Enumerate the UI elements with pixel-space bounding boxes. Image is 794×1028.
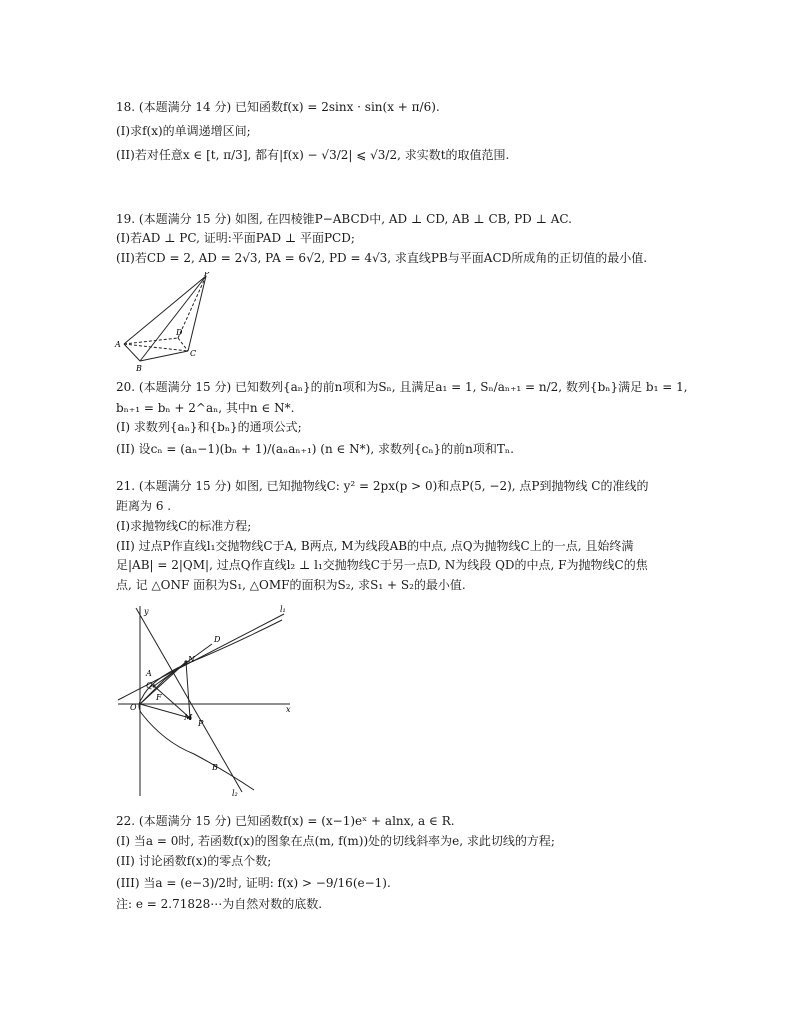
label-d: D xyxy=(176,328,183,337)
q22-part1: (I) 当a = 0时, 若函数f(x)的图象在点(m, f(m))处的切线斜率为e, 求此切线的方程; xyxy=(116,834,555,848)
label-o: O xyxy=(130,703,137,712)
q21-header: 21. (本题满分 15 分) 如图, 已知抛物线C: y² = 2px(p > 0)和点P(5, −2), 点P到抛物线 C的准线的 xyxy=(116,479,649,493)
q19-part1: (I)若AD ⊥ PC, 证明:平面PAD ⊥ 平面PCD; xyxy=(116,231,355,245)
label-a: A xyxy=(146,669,152,678)
q21-part1: (I)求抛物线C的标准方程; xyxy=(116,519,252,533)
label-a: A xyxy=(115,340,121,349)
q21-part2c: 点, 记 △ONF 面积为S₁, △OMF的面积为S₂, 求S₁ + S₂的最小值. xyxy=(116,578,466,592)
q20-part1: (I) 求数列{aₙ}和{bₙ}的通项公式; xyxy=(116,420,302,434)
label-f: F xyxy=(156,693,162,702)
label-d: D xyxy=(214,635,221,644)
label-p: P xyxy=(204,272,210,278)
label-m: M xyxy=(184,713,193,722)
q20-header: 20. (本题满分 15 分) 已知数列{aₙ}的前n项和为Sₙ, 且满足a₁ = 1, Sₙ/aₙ₊₁ = n/2, 数列{bₙ}满足 b₁ = 1, xyxy=(116,380,688,394)
q22-note: 注: e = 2.71828⋯为自然对数的底数. xyxy=(116,897,323,911)
label-b: B xyxy=(136,364,142,373)
label-l1: l₁ xyxy=(280,605,286,614)
label-x: x xyxy=(286,705,291,714)
q21-part2b: 足|AB| = 2|QM|, 过点Q作直线l₂ ⊥ l₁交抛物线C于另一点D, N为线段 QD的中点, F为抛物线C的焦 xyxy=(116,558,648,572)
q22-header: 22. (本题满分 15 分) 已知函数f(x) = (x−1)eˣ + alnx, a ∈ R. xyxy=(116,814,455,828)
q21-part2a: (II) 过点P作直线l₁交抛物线C于A, B两点, M为线段AB的中点, 点Q为抛物线C上的一点, 且始终满 xyxy=(116,539,634,553)
q20-header2: bₙ₊₁ = bₙ + 2^aₙ, 其中n ∈ N*. xyxy=(116,401,295,415)
q18-part2: (II)若对任意x ∈ [t, π/3], 都有|f(x) − √3/2| ⩽ √3/2, 求实数t的取值范围. xyxy=(116,148,510,162)
label-p: P xyxy=(198,719,204,728)
q19-part2: (II)若CD = 2, AD = 2√3, PA = 6√2, PD = 4√3, 求直线PB与平面ACD所成角的正切值的最小值. xyxy=(116,251,648,265)
label-l2: l₂ xyxy=(232,789,238,798)
parabola-figure xyxy=(114,602,294,798)
q18-header: 18. (本题满分 14 分) 已知函数f(x) = 2sinx · sin(x + π/6). xyxy=(116,100,440,114)
label-y: y xyxy=(144,607,149,616)
q20-part2: (II) 设cₙ = (aₙ−1)(bₙ + 1)/(aₙaₙ₊₁) (n ∈ N*), 求数列{cₙ}的前n项和Tₙ. xyxy=(116,442,514,456)
q19-header: 19. (本题满分 15 分) 如图, 在四棱锥P−ABCD中, AD ⊥ CD, AB ⊥ CB, PD ⊥ AC. xyxy=(116,212,572,226)
q18-part1: (I)求f(x)的单调递增区间; xyxy=(116,124,251,138)
label-c: C xyxy=(190,349,197,358)
line-l2 xyxy=(118,614,284,700)
label-q: Q xyxy=(146,681,153,690)
q22-part2: (II) 讨论函数f(x)的零点个数; xyxy=(116,854,272,868)
pyramid-figure xyxy=(112,272,222,374)
q21-header2: 距离为 6 . xyxy=(116,499,172,513)
label-b: B xyxy=(212,763,218,772)
q22-part3: (III) 当a = (e−3)/2时, 证明: f(x) > −9/16(e−1). xyxy=(116,876,391,890)
label-n: N xyxy=(188,655,195,664)
